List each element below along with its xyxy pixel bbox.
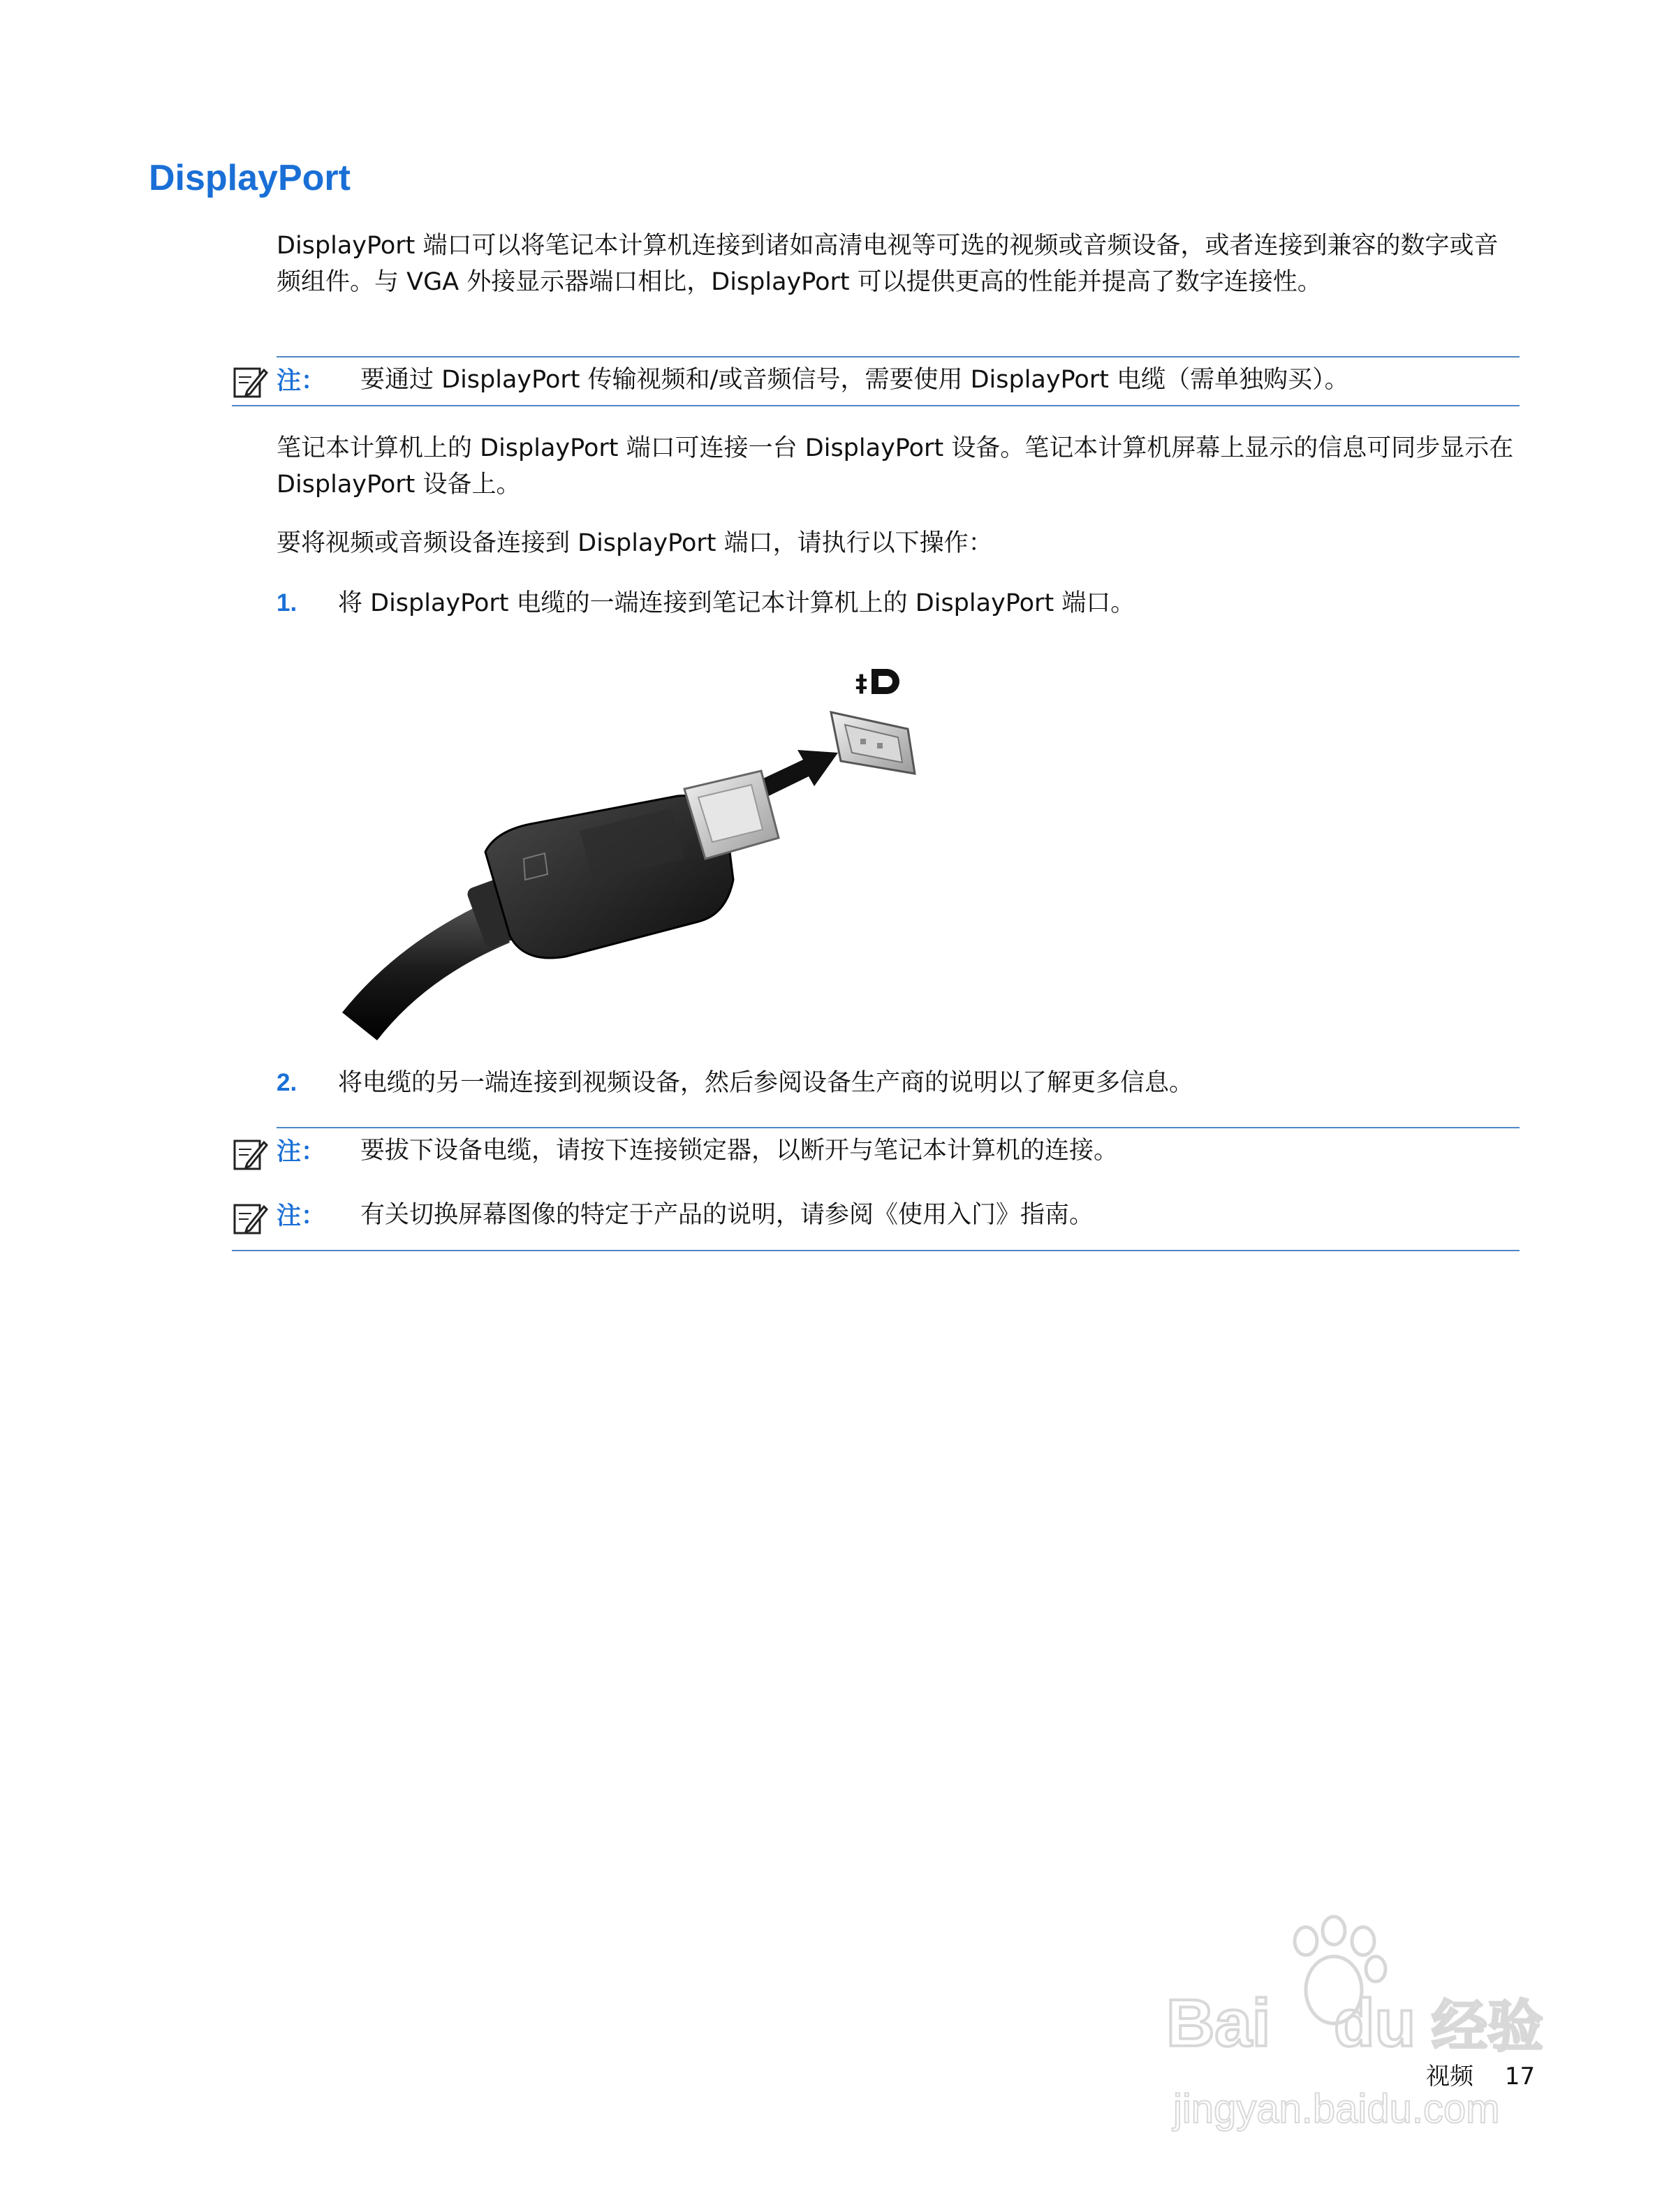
note-rule <box>277 1127 1520 1128</box>
svg-text:‡: ‡ <box>855 670 867 698</box>
note-block <box>232 356 1520 406</box>
step-number: 2. <box>277 1069 297 1096</box>
note-text: 要拔下设备电缆，请按下连接锁定器，以断开与笔记本计算机的连接。 <box>360 1137 1119 1165</box>
howto-paragraph: 要将视频或音频设备连接到 DisplayPort 端口，请执行以下操作： <box>277 529 993 557</box>
step-item <box>277 585 1520 621</box>
step-text: 将 DisplayPort 电缆的一端连接到笔记本计算机上的 DisplayPort 端口。 <box>338 589 1135 617</box>
note-pencil-icon <box>232 1200 268 1236</box>
displayport-cable-illustration <box>335 649 936 1040</box>
note-rule <box>277 356 1520 357</box>
footer-section-name: 视频 <box>1426 2063 1473 2091</box>
single-device-paragraph: 笔记本计算机上的 DisplayPort 端口可连接一台 DisplayPort 设备。笔记本计算机屏幕上显示的信息可同步显示在 DisplayPort 设备上。 <box>277 434 1514 499</box>
displayport-symbol-icon <box>855 669 899 698</box>
note-block <box>232 1127 1520 1251</box>
step-number: 1. <box>277 589 297 617</box>
page-title: DisplayPort <box>149 158 351 198</box>
svg-text:Bai: Bai <box>1166 1986 1271 2060</box>
note-label: 注： <box>277 1202 326 1230</box>
displayport-port-icon <box>831 712 915 774</box>
note-label: 注： <box>277 367 326 395</box>
step-item <box>277 1065 1520 1101</box>
svg-text:经验: 经验 <box>1432 1994 1543 2059</box>
note-text: 有关切换屏幕图像的特定于产品的说明，请参阅《使用入门》指南。 <box>360 1201 1094 1229</box>
intro-paragraph: DisplayPort 端口可以将笔记本计算机连接到诸如高清电视等可选的视频或音频设备，或者连接到兼容的数字或音频组件。与 VGA 外接显示器端口相比，DisplayPort 可以提供更高的性能并提高了数字连接性。 <box>277 232 1499 296</box>
note-pencil-icon <box>232 1135 268 1172</box>
note-label: 注： <box>277 1138 326 1166</box>
baidu-watermark-logo <box>1159 1913 1550 2144</box>
note-text: 要通过 DisplayPort 传输视频和/或音频信号，需要使用 DisplayPort 电缆（需单独购买）。 <box>360 366 1349 394</box>
step-text: 将电缆的另一端连接到视频设备，然后参阅设备生产商的说明以了解更多信息。 <box>338 1069 1194 1097</box>
page-footer <box>1426 2057 1535 2091</box>
svg-text:jingyan.baidu.com: jingyan.baidu.com <box>1173 2086 1500 2132</box>
svg-text:du: du <box>1334 1986 1416 2060</box>
page-number: 17 <box>1504 2063 1536 2091</box>
note-pencil-icon <box>232 363 268 399</box>
